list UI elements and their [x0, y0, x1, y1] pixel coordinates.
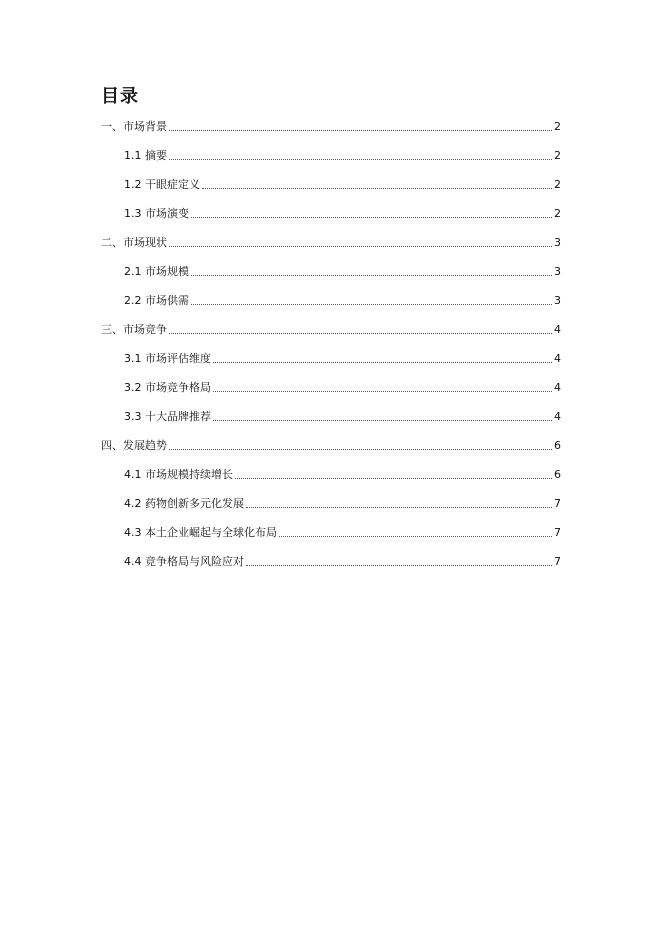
toc-section-entry[interactable]: [124, 375, 561, 395]
toc-entry-text: 三、市场竞争: [101, 323, 167, 336]
toc-entry-text: 1.2 干眼症定义: [124, 178, 200, 191]
toc-dot-leader: [191, 303, 552, 305]
toc-dot-leader: [202, 187, 552, 189]
toc-page-number: 4: [554, 352, 561, 365]
toc-page-number: 7: [554, 555, 561, 568]
toc-chapter-entry[interactable]: [101, 114, 561, 134]
toc-page-number: 3: [554, 294, 561, 307]
toc-page-number: 6: [554, 468, 561, 481]
toc-section-entry[interactable]: [124, 404, 561, 424]
toc-page-number: 4: [554, 323, 561, 336]
toc-entry-text: 二、市场现状: [101, 236, 167, 249]
toc-section-entry[interactable]: [124, 143, 561, 163]
toc-dot-leader: [169, 332, 552, 334]
toc-dot-leader: [169, 448, 552, 450]
toc-dot-leader: [169, 129, 552, 131]
toc-entry-text: 一、市场背景: [101, 120, 167, 133]
toc-page-number: 2: [554, 207, 561, 220]
toc-entry-text: 2.2 市场供需: [124, 294, 189, 307]
toc-dot-leader: [169, 245, 552, 247]
toc-entry-text: 1.3 市场演变: [124, 207, 189, 220]
toc-dot-leader: [169, 158, 552, 160]
toc-section-entry[interactable]: [124, 520, 561, 540]
toc-chapter-entry[interactable]: [101, 433, 561, 453]
toc-page-number: 4: [554, 410, 561, 423]
toc-section-entry[interactable]: [124, 172, 561, 192]
toc-chapter-entry[interactable]: [101, 230, 561, 250]
toc-entry-text: 4.2 药物创新多元化发展: [124, 497, 244, 510]
toc-dot-leader: [246, 564, 552, 566]
toc-section-entry[interactable]: [124, 259, 561, 279]
toc-dot-leader: [191, 274, 552, 276]
toc-entry-text: 3.1 市场评估维度: [124, 352, 211, 365]
toc-entry-text: 4.3 本土企业崛起与全球化布局: [124, 526, 277, 539]
toc-page-number: 4: [554, 381, 561, 394]
toc-dot-leader: [235, 477, 552, 479]
toc-section-entry[interactable]: [124, 491, 561, 511]
toc-entry-text: 4.4 竞争格局与风险应对: [124, 555, 244, 568]
toc-dot-leader: [279, 535, 552, 537]
toc-dot-leader: [213, 390, 552, 392]
toc-entry-text: 2.1 市场规模: [124, 265, 189, 278]
toc-page-number: 2: [554, 149, 561, 162]
toc-section-entry[interactable]: [124, 288, 561, 308]
toc-page-number: 3: [554, 236, 561, 249]
toc-entry-text: 四、发展趋势: [101, 439, 167, 452]
toc-chapter-entry[interactable]: [101, 317, 561, 337]
toc-dot-leader: [213, 361, 552, 363]
toc-page-number: 2: [554, 178, 561, 191]
toc-entry-text: 1.1 摘要: [124, 149, 167, 162]
toc-title: 目录: [101, 86, 139, 107]
toc-page-number: 7: [554, 497, 561, 510]
toc-entry-text: 3.2 市场竞争格局: [124, 381, 211, 394]
toc-section-entry[interactable]: [124, 549, 561, 569]
toc-dot-leader: [191, 216, 552, 218]
toc-dot-leader: [246, 506, 552, 508]
toc-page-number: 7: [554, 526, 561, 539]
toc-section-entry[interactable]: [124, 462, 561, 482]
toc-page-number: 6: [554, 439, 561, 452]
toc-dot-leader: [213, 419, 552, 421]
toc-entry-text: 3.3 十大品牌推荐: [124, 410, 211, 423]
toc-page-number: 2: [554, 120, 561, 133]
toc-section-entry[interactable]: [124, 346, 561, 366]
toc-entry-text: 4.1 市场规模持续增长: [124, 468, 233, 481]
toc-section-entry[interactable]: [124, 201, 561, 221]
toc-page-number: 3: [554, 265, 561, 278]
